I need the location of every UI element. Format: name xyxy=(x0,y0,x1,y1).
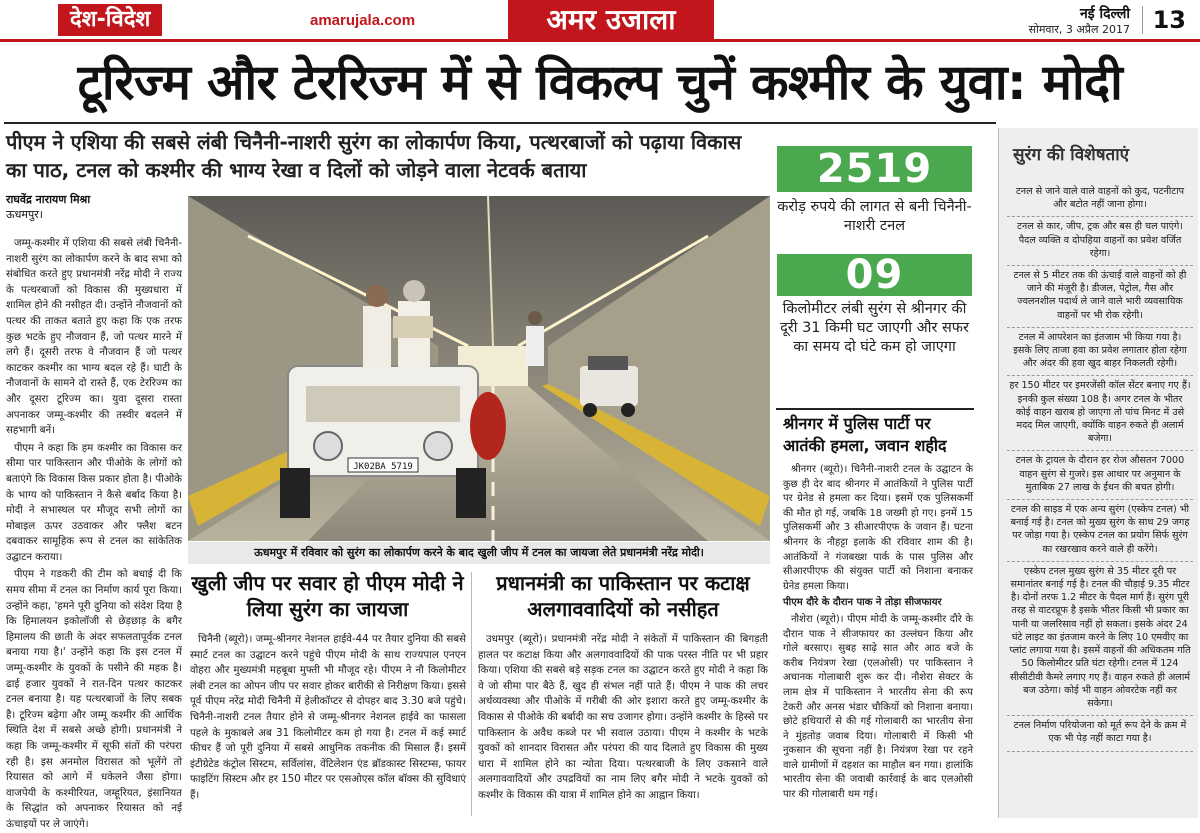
features-list xyxy=(1007,182,1193,752)
edition-city: नई दिल्ली xyxy=(1079,6,1130,22)
photo-caption: ऊधमपुर में रविवार को सुरंग का लोकार्पण करने के बाद खुली जीप में टनल का जायजा लेते प्रधानमंत्री नरेंद्र मोदी। xyxy=(188,542,770,564)
dateline: ऊधमपुर। xyxy=(6,208,43,221)
page-number: 13 xyxy=(1142,6,1186,34)
story-paragraph: पीएम ने कहा कि हम कश्मीर का विकास कर सीमा पार पाकिस्तान और पीओके के लोगों को बताएंगे कि विकास किस प्रकार होता है। पीओके के भाग्य को पाकिस्तान ने कैसे बर्बाद किया है। मोदी ने सभास्थल पर मौजूद सभी लोगों का मोबाइल ऊपर उठवाकर और फ्लैश बटन दबवाकर सामूहिक रूप से टनल का सांकेतिक उद्घाटन कराया। xyxy=(6,442,182,563)
pak-story-body xyxy=(478,632,768,816)
section-label: देश-विदेश xyxy=(58,4,162,36)
tunnel-photo xyxy=(188,196,770,541)
story-paragraph: चिनैनी (ब्यूरो)। जम्मू-श्रीनगर नेशनल हाईवे-44 पर तैयार दुनिया की सबसे स्मार्ट टनल का उद्घाटन करने पहुंचे पीएम मोदी के साथ राज्यपाल एनएन वोहरा और मुख्यमंत्री महबूबा मुफ्ती भी मौजूद रहे। पीएम ने नौ किलोमीटर लंबी टनल का ओपन जीप पर सवार होकर बारीकी से निरीक्षण किया। इससे पूर्व पीएम नरेंद्र मोदी चिनैनी में हेलीकॉप्टर से दोपहर बाद 3.30 बजे पहुंचे। चिनैनी-नाशरी टनल तैयार होने से जम्मू-श्रीनगर नेशनल हाईवे का फासला पहले के मुकाबले अब 31 किलोमीटर कम हो गया है। टनल में कई स्मार्ट फीचर हैं जो पूरी दुनिया में सबसे आधुनिक तकनीक की मिसाल हैं। इसमें इंटीग्रेटेड कंट्रोल सिस्टम, सर्विलांस, वेंटिलेशन एंड ब्रॉडकास्ट सिस्टम्स, फायर फाइटिंग सिस्टम और हर 150 मीटर पर एसओएस कॉल बॉक्स की सुविधाएं हैं। xyxy=(190,634,466,801)
story-paragraph: श्रीनगर (ब्यूरो)। चिनैनी-नाशरी टनल के उद्घाटन के कुछ ही देर बाद श्रीनगर में आतंकियों ने पुलिस पार्टी पर ग्रेनेड से हमला कर दिया। इसमें एक पुलिसकर्मी की मौत हो गई, जबकि 18 जख्मी हो गए। इनमें 15 पुलिसकर्मी और 3 सीआरपीएफ के जवान हैं। घटना श्रीनगर के नौहट्टा इलाके की रविवार शाम की है। आतंकियों ने गंजबख्श पार्क के पास पुलिस और सीआरपीएफ की संयुक्त पार्टी को निशाना बनाकर ग्रेनेड हमला किया। xyxy=(783,464,973,592)
story-paragraph: जम्मू-कश्मीर में एशिया की सबसे लंबी चिनैनी-नाशरी सुरंग का लोकार्पण करने के बाद सभा को संबोधित करते हुए प्रधानमंत्री नरेंद्र मोदी ने राज्य के पत्थरबाजों को विकास की मुख्यधारा में शामिल होने की नसीहत दी। उन्होंने नौजवानों को पत्थर की ताकत बताते हुए कहा कि एक तरफ कुछ भटके हुए नौजवान हैं, जो पत्थर मारने में लगे हैं। दूसरी तरफ वे नौजवान हैं जो पत्थर काटकर कश्मीर का भाग्य बदल रहे हैं। घाटी के नौजवानों के सामने दो रास्ते हैं, एक टेररिज्म का और दूसरा टूरिज्म का। युवा दूसरा रास्ता अपनाकर जम्मू-कश्मीर की तस्वीर बदलने में सहभागी बनें। xyxy=(6,238,182,437)
list-item: टनल से जाने वाले वाले वाहनों को कुद, पटनीटाप और बटोत नहीं जाना होगा। xyxy=(1007,182,1193,217)
police-story-body xyxy=(783,463,973,816)
story-paragraph: पीएम ने गडकरी की टीम को बधाई दी कि समय सीमा में टनल का निर्माण कार्य पूरा किया। उन्होंने कहा, 'हमने पूरी दुनिया को संदेश दिया है कि हिमालयन इकोलॉजी से छेड़छाड़ के बगैर हिमालय की छाती के अंदर सफलतापूर्वक टनल बनाया गया है।' उन्होंने कहा कि इस टनल में जम्मू-कश्मीर के युवकों के पसीने की महक है। ढाई हजार युवकों ने रात-दिन पत्थर काटकर टनल बनाया है। यह पत्थरबाजों के लिए सबक है। टूरिज्म बढ़ेगा और जम्मू कश्मीर की आर्थिक स्थिति देश में सबसे अच्छे होगी। प्रधानमंत्री ने कहा कि जम्मू-कश्मीर में सूफी संतों की परंपरा रही है। इस अनमोल विरासत को भूलेंगे तो रियासत को आगे में धकेलने जैसा होगा। वाजपेयी के कश्मीरियत, जम्हूरियत, इंसानियत के सिद्धांत को अपनाकर रियासत को नई ऊंचाइयों पर ले जाएंगे। xyxy=(6,569,182,830)
main-story-body xyxy=(6,236,182,830)
list-item: टनल निर्माण परियोजना को मूर्त रूप देने के क्रम में एक भी पेड़ नहीं काटा गया है। xyxy=(1007,716,1193,751)
list-item: टनल की साइड में एक अन्य सुरंग (एस्केप टनल) भी बनाई गई है। टनल को मुख्य सुरंग के साथ 29 जगह पर जोड़ा गया है। एस्केप टनल का प्रयोग सिर्फ सुरंग का रखरखाव करने वाले ही करेंगे। xyxy=(1007,500,1193,562)
sub-headline: पीएम ने एशिया की सबसे लंबी चिनैनी-नाशरी सुरंग का लोकार्पण किया, पत्थरबाजों को पढ़ाया विकास का पाठ, टनल को कश्मीर की भाग्य रेखा व दिलों को जोड़ने वाला नेटवर्क बताया xyxy=(6,130,742,182)
stat-cost-text: करोड़ रुपये की लागत से बनी चिनैनी-नाशरी टनल xyxy=(777,199,972,234)
sidebar-title: सुरंग की विशेषताएं xyxy=(1013,145,1130,165)
list-item: टनल से कार, जीप, ट्रक और बस ही चल पाएंगे। पैदल व्यक्ति व दोपहिया वाहनों का प्रवेश वर्जित रहेगा। xyxy=(1007,217,1193,266)
edition-date: सोमवार, 3 अप्रैल 2017 xyxy=(1028,23,1130,36)
tunnel-illustration xyxy=(188,196,770,541)
headline-rule xyxy=(4,122,996,124)
features-sidebar xyxy=(998,128,1198,818)
story-paragraph: नौशेरा (ब्यूरो)। पीएम मोदी के जम्मू-कश्मीर दौरे के दौरान पाक ने सीजफायर का उल्लंघन किया और गोले बरसाए। सुबह साढ़े सात और आठ बजे के करीब नियंत्रण रेखा (एलओसी) पर पाकिस्तान ने अचानक गोलाबारी शुरू कर दी। नौशेरा सेक्टर के लाम क्षेत्र में पाकिस्तान ने भारतीय सेना की रूप टेकरी और अनस भंडार चौकियों को निशाना बनाया। छोटे हथियारों से की गई गोलाबारी का भारतीय सेना ने मुंहतोड़ जवाब दिया। गोलाबारी में किसी भी नुकसान की सूचना नहीं है। नियंत्रण रेखा पर रहने वाले ग्रामीणों में दहशत का माहौल बन गया। हालांकि भारतीय सेना की जवाबी कार्रवाई के बाद एलओसी पार की गोलाबारी थम गई। xyxy=(783,613,973,801)
main-headline: टूरिज्म और टेररिज्म में से विकल्प चुनें कश्मीर के युवा: मोदी xyxy=(77,54,1123,111)
list-item: टनल के ट्रायल के दौरान हर रोज औसतन 7000 वाहन सुरंग से गुजरे। इस आधार पर अनुमान के मुताबिक 27 लाख के ईंधन की बचत होगी। xyxy=(1007,451,1193,500)
story-paragraph: उधमपुर (ब्यूरो)। प्रधानमंत्री नरेंद्र मोदी ने संकेतों में पाकिस्तान की बिगड़ती हालत पर कटाक्ष किया और अलगाववादियों की पाक परस्त नीति पर भी प्रहार किया। एशिया की सबसे बड़े सड़क टनल का उद्घाटन करते हुए मोदी ने कहा कि वे जो सीमा पार बैठे हैं, खुद ही संभल नहीं पाते हैं। पीएम ने पाक की लचर अर्थव्यवस्था और पीओके में गरीबी की ओर इशारा करते हुए जम्मू-कश्मीर के विकास से पीओके की बर्बादी का सच उजागर होगा। उन्होंने कश्मीर के हिस्से पर पाकिस्तान के अवैध कब्जे पर भी सवाल उठाया। पीएम ने कश्मीर के भटके युवकों को शानदार विरासत और परंपरा की याद दिलाते हुए विकास की मुख्य धारा में शामिल होने का न्योता दिया। पत्थरबाजी के लिए उकसाने वाले अलगाववादियों और उपद्रवियों का नाम लिए बगैर मोदी ने भटके युवकों को कश्मीर के विकास की यात्रा में शामिल होने का आह्वान किया। xyxy=(478,634,768,801)
police-story-title: श्रीनगर में पुलिस पार्टी पर आतंकी हमला, जवान शहीद xyxy=(783,414,947,455)
site-url[interactable]: amarujala.com xyxy=(310,12,416,29)
pak-story-title: प्रधानमंत्री का पाकिस्तान पर कटाक्ष अलगाववादियों को नसीहत xyxy=(496,571,750,621)
column-divider xyxy=(471,572,472,816)
ceasefire-subhead: पीएम दौरे के दौरान पाक ने तोड़ा सीजफायर xyxy=(783,597,942,609)
list-item: एस्केप टनल मुख्य सुरंग से 35 मीटर दूरी पर समानांतर बनाई गई है। टनल की चौड़ाई 9.35 मीटर है। दोनों तरफ 1.2 मीटर के पैदल मार्ग हैं। सुरंग पूरी तरह से वाटरप्रूफ है इसके भीतर किसी भी प्रकार का पानी या जलरिसाव नहीं हो सकता। इसके अंदर 24 घंटे लाइट का इंतजाम करने के लिए 10 एमवीए का प्लांट लगाया गया है। इसमें वाहनों की अधिकतम गति 50 किलोमीटर प्रति घंटा रहेगी। टनल में 124 सीसीटीवी कैमरे लगाए गए हैं। वाहन रुकते ही अलार्म बज उठेगा। कोई भी वाहन ओवरटेक नहीं कर सकेगा। xyxy=(1007,562,1193,716)
stat-cost-number: 2519 xyxy=(777,146,972,192)
jeep-story-title: खुली जीप पर सवार हो पीएम मोदी ने लिया सुरंग का जायजा xyxy=(191,571,464,621)
newspaper-logo: अमर उजाला xyxy=(508,0,714,40)
masthead xyxy=(0,0,1200,42)
list-item: टनल से 5 मीटर तक की ऊंचाई वाले वाहनों को ही जाने की मंजूरी है। डीजल, पेट्रोल, गैस और ज्वलनशील पदार्थ ले जाने वाले भारी व्यवसायिक वाहनों पर भी रोक रहेगी। xyxy=(1007,266,1193,328)
stat-length-number: 09 xyxy=(777,254,972,296)
jeep-number-plate: JK02BA 5719 xyxy=(353,462,413,472)
jeep-story-body xyxy=(190,632,466,816)
list-item: हर 150 मीटर पर इमरजेंसी कॉल सेंटर बनाए गए हैं। इनकी कुल संख्या 108 है। अगर टनल के भीतर कोई वाहन खराब हो जाएगा तो पांच मिनट में उसे मदद मिल जाएगी, क्योंकि वाहन रुकते ही अलार्म बजेगा। xyxy=(1007,376,1193,451)
stat-length-text: किलोमीटर लंबी सुरंग से श्रीनगर की दूरी 31 किमी घट जाएगी और सफर का समय दो घंटे कम हो जाएगा xyxy=(780,301,969,355)
section-rule xyxy=(776,408,974,410)
list-item: टनल में आपरेशन का इंतजाम भी किया गया है। इसके लिए ताजा हवा का प्रवेश लगातार होता रहेगा और अंदर की हवा खुद बाहर निकलती रहेगी। xyxy=(1007,328,1193,377)
byline: राघवेंद्र नारायण मिश्रा xyxy=(6,193,91,206)
